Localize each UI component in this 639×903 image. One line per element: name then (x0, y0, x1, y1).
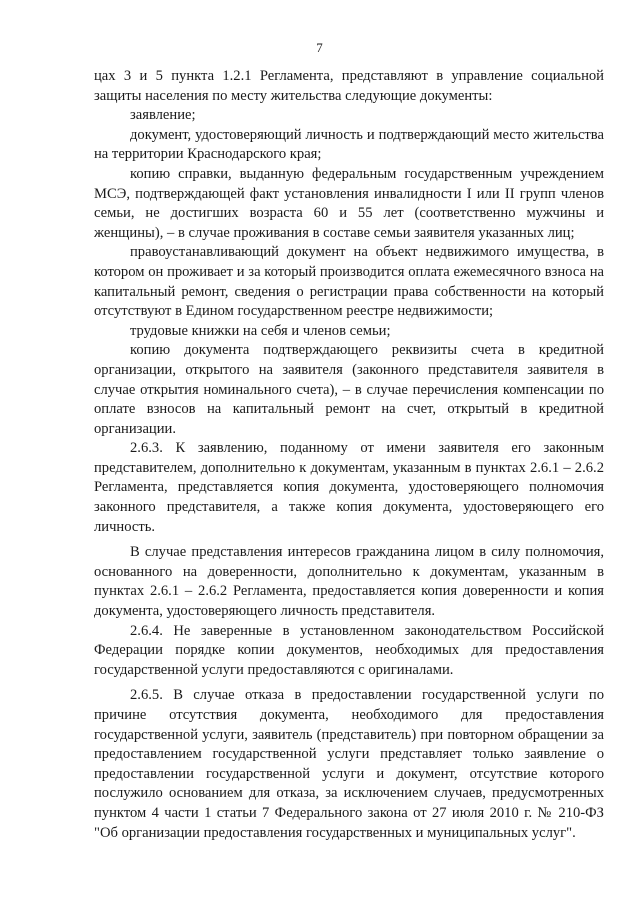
paragraph: документ, удостоверяющий личность и подтверждающий место жительства на территории Краснодарского края; (94, 126, 604, 163)
paragraph: 2.6.4. Не заверенные в установленном законодательством Российской Федерации порядке копии документов, необходимых для предоставления государственной услуги предоставляются с оригиналами. (94, 622, 604, 678)
paragraph: копию справки, выданную федеральным государственным учреждением МСЭ, подтверждающей факт установления инвалидности I или II групп членов семьи, не достигших возраста 60 и 55 лет (соответственно мужчины и женщины), – в случае проживания в составе семьи заявителя указанных лиц; (94, 165, 604, 241)
paragraph: трудовые книжки на себя и членов семьи; (130, 322, 391, 339)
paragraph: копию документа подтверждающего реквизиты счета в кредитной организации, открытого на заявителя (законного представителя заявителя в случае открытия номинального счета), – в случае перечисления компенсации по оплате взносов на капитальный ремонт на счет, открытый в кредитной организации. (94, 342, 604, 437)
paragraph: правоустанавливающий документ на объект недвижимого имущества, в котором он проживает и за который производится оплата ежемесячного взноса на капитальный ремонт, сведения о регистрации права собственности на который отсутствуют в Едином государственном реестре недвижимости; (94, 244, 604, 320)
paragraph: В случае представления интересов гражданина лицом в силу полномочия, основанного на доверенности, дополнительно к документам, указанным в пунктах 2.6.1 – 2.6.2 Регламента, предоставляется копия доверенности и копия документа, удостоверяющего личность представителя. (94, 544, 604, 620)
paragraph: 2.6.5. В случае отказа в предоставлении государственной услуги по причине отсутствия документа, необходимого для предоставления государственной услуги, заявитель (представитель) при повторном обращении за предоставлением государственной услуги представляет только заявление о предоставлении государственной услуги и документ, отсутствие которого послужило основанием для отказа, за исключением случаев, предусмотренных пунктом 4 части 1 статьи 7 Федерального закона от 27 июля 2010 г. № 210-ФЗ "Об организации предоставления государственных и муниципальных услуг". (94, 687, 604, 841)
page-number: 7 (316, 40, 323, 55)
paragraph: заявление; (130, 107, 196, 124)
paragraph: 2.6.3. К заявлению, поданному от имени заявителя его законным представителем, дополнительно к документам, указанным в пунктах 2.6.1 – 2.6.2 Регламента, представляется копия документа, удостоверяющего полномочия законного представителя, а также копия документа, удостоверяющего его личность. (94, 440, 604, 535)
document-body (94, 67, 604, 843)
paragraph: цах 3 и 5 пункта 1.2.1 Регламента, представляют в управление социальной защиты населения по месту жительства следующие документы: (94, 68, 604, 104)
